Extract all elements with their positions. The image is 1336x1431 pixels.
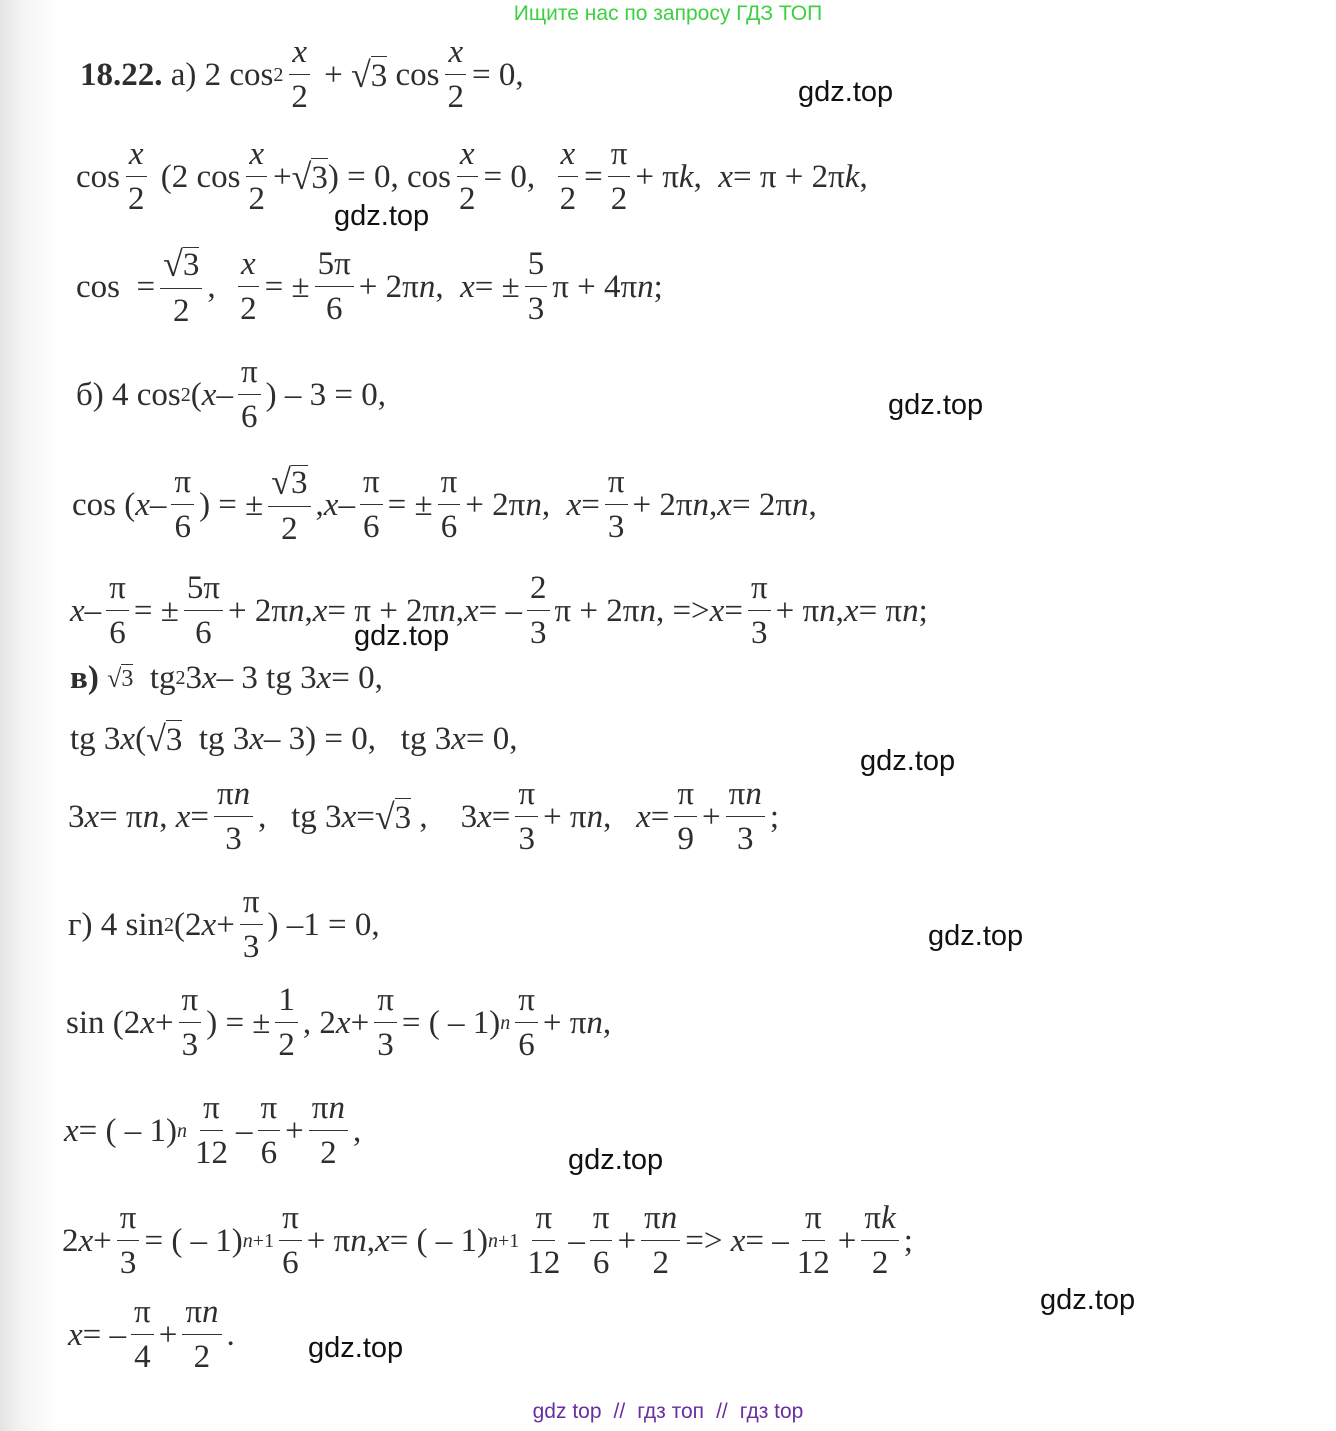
watermark: gdz.top: [334, 200, 430, 232]
fraction: $\frac{\pi n}{2}$: [641, 1202, 680, 1280]
fraction: $\frac{\pi}{3}$: [240, 886, 263, 964]
watermark: gdz.top: [798, 76, 894, 108]
fraction: √ 3 2: [268, 464, 310, 546]
fraction: $\frac{x}{2}$: [456, 138, 479, 216]
fraction: $\frac{\pi n}{3}$: [726, 778, 765, 856]
watermark: gdz.top: [308, 1332, 404, 1364]
sqrt-three: √ 3: [271, 462, 308, 502]
fraction: $\frac{\pi}{3}$: [117, 1202, 140, 1280]
fraction: $\frac{x}{2}$: [125, 138, 148, 216]
fraction: $\frac{x}{2}$: [245, 138, 268, 216]
fraction: $\frac{\pi}{6}$: [515, 984, 538, 1062]
fraction: $\frac{\pi}{12}$: [195, 1090, 228, 1171]
equation-line: cos $\frac{x}{2}$ (2 cos $\frac{x}{2}$ + √ 3 ) = 0, cos $\frac{x}{2}$ = 0, $\frac{x}{2}$ = $\frac{\pi}{2}$ + π k , x = π + 2π k ,: [76, 136, 868, 217]
fraction: $\frac{\pi k}{2}$: [861, 1202, 898, 1280]
watermark: gdz.top: [354, 620, 450, 652]
watermark: gdz.top: [568, 1144, 664, 1176]
fraction: $\frac{x}{2}$: [557, 138, 580, 216]
equation-line: x = ( – 1) n $\frac{\pi}{12}$ – $\frac{\pi}{6}$ + $\frac{\pi n}{2}$ ,: [64, 1090, 362, 1171]
fraction: $\frac{\pi}{3}$: [374, 984, 397, 1062]
fraction: $\frac{x}{2}$: [445, 36, 468, 114]
equation-line: sin (2 x + $\frac{\pi}{3}$ ) = ± $\frac{1}{2}$ , 2 x + $\frac{\pi}{3}$ = ( – 1) n $\frac{\pi}{6}$ + π n ,: [66, 982, 612, 1063]
sqrt-three: √ 3: [351, 55, 388, 95]
equation-line: x – $\frac{\pi}{6}$ = ± $\frac{5\pi}{6}$ + 2π n , x = π + 2π n , x = – $\frac{2}{3}$ π + 2π n , => x = $\frac{\pi}{3}$ + π n , x = π n ;: [70, 570, 928, 651]
fraction: $\frac{\pi}{6}$: [590, 1202, 613, 1280]
equation-line: г) 4 sin 2 (2 x + $\frac{\pi}{3}$ ) –1 = 0,: [68, 884, 380, 965]
equation-line: б) 4 cos 2 ( x – $\frac{\pi}{6}$ ) – 3 = 0,: [76, 354, 386, 435]
part-label: б): [76, 376, 104, 413]
part-label: в): [70, 660, 99, 696]
sqrt-three: √ 3: [107, 663, 134, 693]
fraction: $\frac{\pi}{3}$: [179, 984, 202, 1062]
fraction: $\frac{x}{2}$: [288, 36, 311, 114]
fraction: $\frac{\pi}{2}$: [608, 138, 631, 216]
fraction: $\frac{\pi}{12}$: [796, 1200, 830, 1281]
fraction: $\frac{2}{3}$: [527, 572, 550, 650]
fraction: $\frac{5\pi}{6}$: [315, 248, 354, 326]
equation-line: 3 x = π n , x = $\frac{\pi n}{3}$ , tg 3 x = √ 3 , 3 x = $\frac{\pi}{3}$ + π n , x = $\frac{\pi}{9}$ + $\frac{\pi n}{3}$ ;: [68, 776, 780, 857]
top-banner: Ищите нас по запросу ГДЗ ТОП: [513, 2, 823, 25]
footer-link[interactable]: gdz top: [532, 1400, 602, 1423]
equation-line: cos ( x – $\frac{\pi}{6}$ ) = ± √ 3 2 , x – $\frac{\pi}{6}$ = ± $\frac{\pi}{6}$ + 2π n , x = $\frac{\pi}{3}$ + 2π n , x = 2π n ,: [72, 462, 817, 547]
fraction: $\frac{\pi}{6}$: [171, 466, 194, 544]
fraction: $\frac{\pi}{3}$: [515, 778, 538, 856]
fraction: $\frac{\pi n}{3}$: [214, 778, 253, 856]
footer-link[interactable]: гдз топ: [637, 1400, 705, 1423]
part-label: г): [68, 906, 93, 943]
footer-separator: //: [613, 1400, 626, 1423]
sqrt-three: √ 3: [146, 719, 183, 759]
equation-line: в) √ 3 tg 2 3 x – 3 tg 3 x = 0,: [70, 660, 383, 696]
part-label: а): [170, 56, 197, 93]
fraction: $\frac{\pi}{3}$: [605, 466, 628, 544]
fraction: $\frac{\pi}{4}$: [131, 1296, 154, 1374]
watermark: gdz.top: [928, 920, 1024, 952]
fraction: $\frac{\pi}{3}$: [748, 572, 771, 650]
footer-separator: //: [716, 1400, 728, 1423]
fraction: $\frac{\pi}{6}$: [360, 466, 383, 544]
watermark: gdz.top: [888, 389, 984, 421]
fraction: $\frac{\pi}{6}$: [106, 572, 129, 650]
problem-number: 18.22.: [80, 56, 163, 93]
fraction: $\frac{\pi}{6}$: [258, 1092, 281, 1170]
fraction: $\frac{\pi}{6}$: [438, 466, 461, 544]
fraction: $\frac{\pi n}{2}$: [182, 1296, 221, 1374]
sqrt-three: √ 3: [374, 797, 412, 837]
equation-line: tg 3 x ( √ 3 tg 3 x – 3) = 0, tg 3 x = 0,: [70, 719, 518, 759]
fraction: √ 3 2: [160, 246, 202, 328]
sqrt-three: √ 3: [163, 244, 200, 284]
footer-links: [0, 1400, 1336, 1424]
equation-line: 18.22. а) 2 cos 2 $\frac{x}{2}$ + √ 3 cos $\frac{x}{2}$ = 0,: [80, 34, 524, 115]
fraction: $\frac{\pi n}{2}$: [309, 1092, 348, 1170]
fraction: $\frac{x}{2}$: [237, 248, 260, 326]
watermark: gdz.top: [1040, 1284, 1136, 1316]
fraction: $\frac{\pi}{9}$: [674, 778, 697, 856]
footer-link[interactable]: гдз top: [739, 1400, 804, 1423]
fraction: $\frac{\pi}{12}$: [527, 1200, 561, 1281]
fraction: $\frac{\pi}{6}$: [279, 1202, 302, 1280]
fraction: $\frac{1}{2}$: [275, 984, 298, 1062]
fraction: $\frac{\pi}{6}$: [238, 356, 261, 434]
fraction: $\frac{5}{3}$: [525, 248, 548, 326]
equation-line: cos = √ 3 2 , $\frac{x}{2}$ = ± $\frac{5\pi}{6}$ + 2π n , x = ± $\frac{5}{3}$ π + 4π n ;: [76, 244, 663, 329]
fraction: $\frac{5\pi}{6}$: [184, 572, 223, 650]
sqrt-three: √ 3: [291, 157, 328, 197]
equation-line: x = – $\frac{\pi}{4}$ + $\frac{\pi n}{2}$ .: [68, 1294, 235, 1375]
equation-line: 2 x + $\frac{\pi}{3}$ = ( – 1) n+1 $\frac{\pi}{6}$ + π n , x = ( – 1) n+1 $\frac{\pi}{12}$ – $\frac{\pi}{6}$ + $\frac{\pi n}{2}$ => x = – $\frac{\pi}{12}$ + $\frac{\pi k}{2}$ ;: [62, 1200, 913, 1281]
watermark: gdz.top: [860, 745, 956, 777]
